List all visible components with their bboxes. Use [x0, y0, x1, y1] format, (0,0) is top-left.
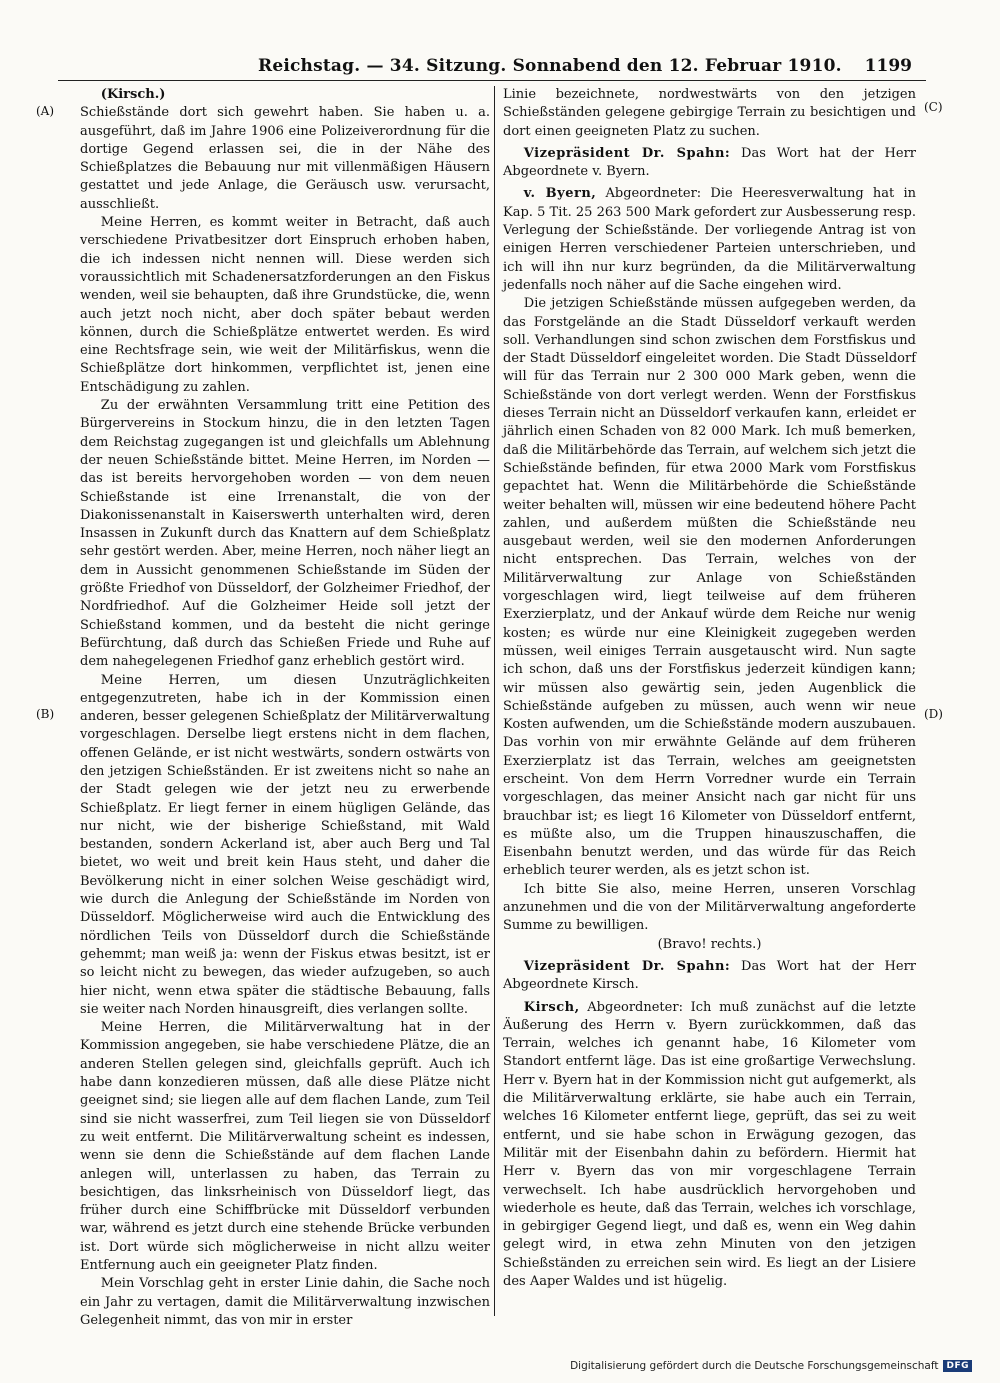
statement-text: Abgeordneter: Die Heeresverwaltung hat in Kap. 5 Tit. 25 263 500 Mark gefordert zur Ausbesserung resp. Verlegung der Schießstände. Der vorliegende Antrag ist von einigen Herren verschiedener Parteien unterschrieben, und ich will ihn nur kurz begründen, da die Militärverwaltung jedenfalls noch näher auf die Sache eingehen wird. — [503, 186, 916, 293]
paragraph: Mein Vorschlag geht in erster Linie dahin, die Sache noch ein Jahr zu vertagen, damit die Militärverwaltung inzwischen Gelegenheit nimmt, das von mir in erster — [80, 1276, 490, 1328]
speaker-name: Vizepräsident Dr. Spahn: — [523, 958, 731, 974]
margin-mark-d: (D) — [924, 707, 943, 721]
speaker-statement — [503, 185, 916, 295]
left-column — [80, 86, 490, 1330]
statement-text: Das Wort hat der Herr Abgeordnete Kirsch. — [503, 958, 916, 993]
speaker-name: Vizepräsident Dr. Spahn: — [523, 145, 731, 161]
paragraph: Zu der erwähnten Versammlung tritt eine Petition des Bürgervereins in Stockum hinzu, die in den letzten Tagen dem Reichstag zugegangen ist und gleichfalls um Ablehnung der neuen Schießstände bittet. Meine Herren, im Norden — das ist bereits hervorgehoben worden — von dem neuen Schießstande ist eine Irrenanstalt, die von der Diakonissenanstalt in Kaiserswerth unterhalten wird, deren Insassen in Zukunft durch das Knattern auf dem Schießplatz sehr gestört werden. Aber, meine Herren, noch näher liegt an dem in Aussicht genommenen Schießstande im Süden der größte Friedhof von Düsseldorf, der Golzheimer Friedhof, der Nordfriedhof. Auf die Golzheimer Heide soll jetzt der Schießstand kommen, und da besteht die nicht geringe Befürchtung, daß durch das Schießen Friede und Ruhe auf dem nahegelegenen Friedhof ganz erheblich gestört wird. — [80, 398, 490, 670]
dfg-logo-icon: DFG — [943, 1360, 972, 1372]
paragraph: Meine Herren, um diesen Unzuträglichkeiten entgegenzutreten, habe ich in der Kommission einen anderen, besser gelegenen Schießplatz der Militärverwaltung vorgeschlagen. Derselbe liegt erstens nicht in dem flachen, offenen Gelände, er ist nicht westwärts, sondern ostwärts von den jetzigen Schießständen. Er ist zweitens nicht so nahe an der Stadt gelegen wie der jetzt neu zu erwerbende Schießplatz. Er liegt ferner in einem hügligen Gelände, das nur nicht, wie der bisherige Schießstand, mit Wald bestanden, sondern Ackerland ist, aber auch Berg und Tal bietet, wo weit und breit kein Haus steht, und daher die Bevölkerung nicht in einer solchen Weise geschädigt wird, wie durch die Anlegung der Schießstände im Norden von Düsseldorf. Möglicherweise wird auch die Entwicklung des nördlichen Teils von Düsseldorf durch die Schießstände gehemmt; man weiß ja: wenn der Fiskus etwas besitzt, ist er so leicht nicht zu bewegen, das wieder aufzugeben, so auch hier nicht, wenn etwa später die städtische Bebauung, falls sie weiter nach Norden hinausgreift, dies verlangen sollte. — [80, 672, 490, 1017]
right-column — [503, 86, 916, 1291]
applause-note: (Bravo! rechts.) — [657, 936, 762, 952]
footer-text: Digitalisierung gefördert durch die Deutsche Forschungsgemeinschaft — [570, 1360, 939, 1372]
page-title: Reichstag. — 34. Sitzung. Sonnabend den 12. Februar 1910. — [258, 56, 842, 76]
paragraph: Ich bitte Sie also, meine Herren, unseren Vorschlag anzunehmen und die von der Militärverwaltung angeforderte Summe zu bewilligen. — [503, 881, 916, 934]
page-header — [58, 52, 926, 81]
margin-mark-b: (B) — [36, 707, 55, 721]
paragraph: Meine Herren, die Militärverwaltung hat in der Kommission angegeben, sie habe verschiedene Plätze, die an anderen Stellen gelegen sind, gleichfalls geprüft. Auch ich habe dann konzedieren müssen, daß alle diese Plätze nicht geeignet sind; sie liegen alle auf dem flachen Lande, zum Teil sind sie nicht wasserfrei, zum Teil liegen sie von Düsseldorf zu weit entfernt. Die Militärverwaltung scheint es indessen, wenn sie denn die Schießstände auf dem flachen Lande anlegen will, unterlassen zu haben, das Terrain zu besichtigen, das linksrheinisch von Düsseldorf liegt, das früher durch eine Schiffbrücke mit Düsseldorf verbunden war, während es jetzt durch eine stehende Brücke verbunden ist. Dort würde sich möglicherweise in nicht allzu weiter Entfernung auch ein geeigneter Platz finden. — [80, 1020, 490, 1273]
margin-mark-a: (A) — [36, 104, 55, 118]
statement-text: Das Wort hat der Herr Abgeordnete v. Byern. — [503, 145, 916, 180]
paragraph: Die jetzigen Schießstände müssen aufgegeben werden, da das Forstgelände an die Stadt Düsseldorf verkauft werden soll. Verhandlungen sind schon zwischen dem Forstfiskus und der Stadt Düsseldorf eingeleitet worden. Die Stadt Düsseldorf will für das Terrain nur 2 300 000 Mark geben, wenn die Schießstände von dort verlegt werden. Wenn der Forstfiskus dieses Terrain nicht an Düsseldorf verkaufen kann, erleidet er jährlich einen Schaden von 82 000 Mark. Ich muß bemerken, daß die Militärbehörde das Terrain, auf welchem sich jetzt die Schießstände befinden, für etwa 2000 Mark vom Forstfiskus gepachtet hat. Wenn die Militärbehörde die Schießstände weiter behalten will, müssen wir eine bedeutend höhere Pacht zahlen, und außerdem müßten die Schießstände neu ausgebaut werden, weil sie den modernen Anforderungen nicht entsprechen. Das Terrain, welches von der Militärverwaltung zur Anlage von Schießständen vorgeschlagen wird, liegt teilweise auf dem früheren Exerzierplatz, und der Ankauf würde dem Reiche nur wenig kosten; es würde nur eine Kleinigkeit zugegeben werden müssen, weil einiges Terrain ausgetauscht wird. Nun sagte ich schon, daß uns der Forstfiskus jederzeit kündigen kann; wir müssen also gewärtig sein, jeden Augenblick die Schießstände aufgeben zu müssen, auch wenn wir neue Kosten aufwenden, um die Schießstände modern auszubauen. Das vorhin von mir erwähnte Gelände auf dem früheren Exerzierplatz ist das Terrain, welches am geeignetsten erscheint. Von dem Herrn Vorredner wurde ein Terrain vorgeschlagen, das meiner Ansicht nach gar nicht für uns brauchbar ist; es liegt 16 Kilometer von Düsseldorf entfernt, es müßte also, um die Truppen hinauszuschaffen, die Eisenbahn benutzt werden, und das würde für das Reich erheblich teurer werden, als es jetzt schon ist. — [503, 296, 916, 879]
speaker-name: v. Byern, — [523, 186, 597, 202]
footer — [570, 1360, 972, 1372]
speaker-name: Kirsch, — [523, 999, 580, 1015]
paragraph: Linie bezeichnete, nordwestwärts von den jetzigen Schießständen gelegene gebirgige Terrain zu besichtigen und dort einen geeigneten Platz zu suchen. — [503, 87, 916, 139]
speaker-continued: (Kirsch.) — [100, 87, 166, 102]
speaker-statement — [503, 999, 916, 1292]
margin-mark-c: (C) — [924, 100, 943, 114]
speaker-statement — [503, 958, 916, 995]
paragraph: Schießstände dort sich gewehrt haben. Sie haben u. a. ausgeführt, daß im Jahre 1906 eine Polizeiverordnung für die dortige Gegend erlassen sei, die in der Nähe des Schießplatzes die Bebauung nur mit villenmäßigen Häusern gestattet und jede Anlage, die Geräusch usw. verursacht, ausschließt. — [80, 105, 490, 212]
column-divider — [494, 86, 495, 1316]
paragraph: Meine Herren, es kommt weiter in Betracht, daß auch verschiedene Privatbesitzer dort Einspruch erhoben haben, die ich indessen nicht nennen will. Diese werden sich voraussichtlich mit Schadenersatzforderungen an den Fiskus wenden, weil sie behaupten, daß ihre Grundstücke, die, wenn auch jetzt noch nicht, aber doch später bebaut werden können, durch die Schießplätze entwertet werden. Es wird eine Rechtsfrage sein, wie weit der Militärfiskus, wenn die Schießplätze dort hinkommen, verpflichtet ist, jenen eine Entschädigung zu zahlen. — [80, 215, 490, 395]
page-number: 1199 — [864, 56, 912, 76]
speaker-statement — [503, 145, 916, 182]
statement-text: Abgeordneter: Ich muß zunächst auf die letzte Äußerung des Herrn v. Byern zurückkommen, daß das Terrain, welches ich genannt habe, 16 Kilometer vom Standort entfernt läge. Das ist eine großartige Verwechslung. Herr v. Byern hat in der Kommission nicht gut aufgemerkt, als die Militärverwaltung erklärte, sie habe auch ein Terrain, welches 16 Kilometer entfernt liege, geprüft, das sei zu weit entfernt, und sie habe schon in Erwägung gezogen, das Militär mit der Eisenbahn dahin zu befördern. Hiermit hat Herr v. Byern das von mir vorgeschlagene Terrain verwechselt. Ich habe ausdrücklich hervorgehoben und wiederhole es heute, daß das Terrain, welches ich vorschlage, in gebirgiger Gegend liegt, und daß es, wenn ein Weg dahin gelegt wird, in etwa zehn Minuten von den jetzigen Schießständen zu erreichen sein wird. Es liegt an der Lisiere des Aaper Waldes und ist hügelig. — [503, 999, 916, 1289]
